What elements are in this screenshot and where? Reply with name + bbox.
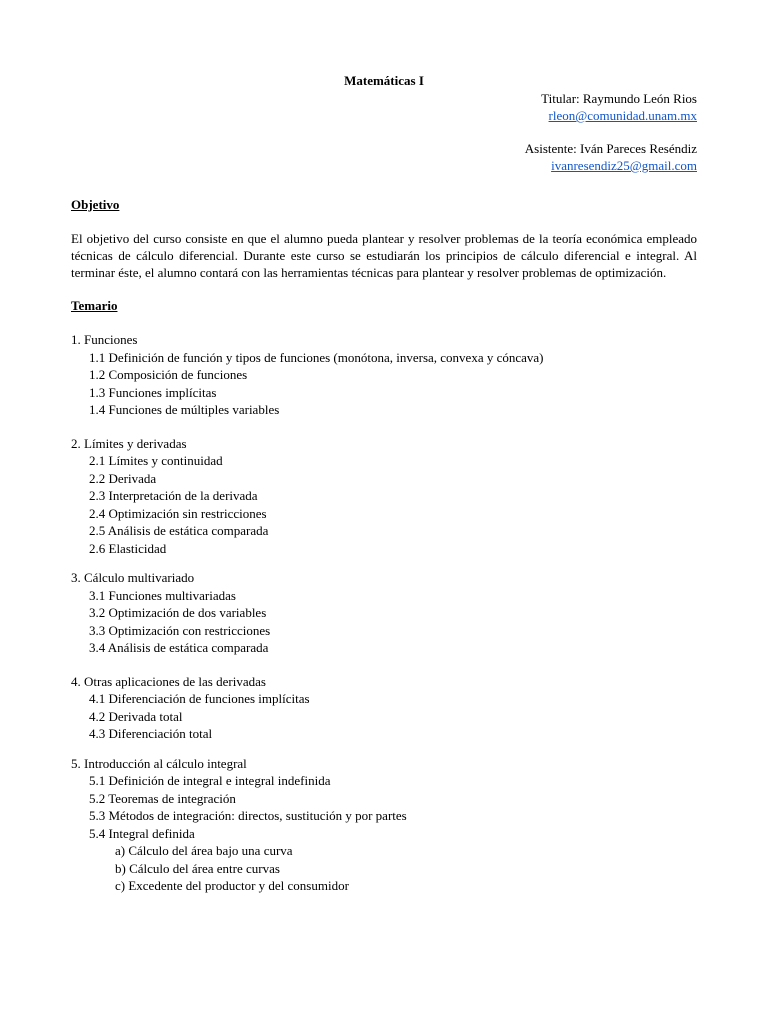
section-title: 3. Cálculo multivariado — [71, 570, 195, 585]
temario-section-4 — [71, 673, 697, 743]
list-item: 5.4 Integral definida — [89, 825, 195, 841]
list-item: 4.1 Diferenciación de funciones implícitas — [89, 691, 310, 706]
list-item: 2.5 Análisis de estática comparada — [89, 523, 269, 538]
list-item: 1.3 Funciones implícitas — [89, 384, 217, 400]
list-item: 3.3 Optimización con restricciones — [89, 622, 271, 638]
list-item: 4.2 Derivada total — [89, 708, 183, 724]
list-item: 5.3 Métodos de integración: directos, sustitución y por partes — [89, 808, 407, 823]
list-subitem: c) Excedente del productor y del consumidor — [115, 878, 349, 893]
temario-section-2 — [71, 435, 697, 558]
temario-section-1 — [71, 331, 697, 419]
list-subitem: a) Cálculo del área bajo una curva — [115, 843, 293, 858]
document-page — [71, 72, 697, 895]
document-title: Matemáticas I — [344, 73, 424, 88]
temario-section-3 — [71, 569, 697, 657]
section-title: 1. Funciones — [71, 332, 138, 347]
list-item: 1.4 Funciones de múltiples variables — [89, 402, 280, 417]
list-item: 2.4 Optimización sin restricciones — [89, 505, 267, 521]
list-item: 4.3 Diferenciación total — [89, 726, 213, 741]
list-item: 2.1 Límites y continuidad — [89, 453, 223, 468]
list-item: 3.4 Análisis de estática comparada — [89, 640, 269, 655]
asistente-name: Asistente: Iván Pareces Reséndiz — [524, 141, 697, 156]
objetivo-heading: Objetivo — [71, 197, 120, 212]
list-item: 2.2 Derivada — [89, 470, 157, 486]
objetivo-paragraph: El objetivo del curso consiste en que el alumno pueda plantear y resolver problemas de la teoría económica empleado técnicas de cálculo diferencial. Durante este curso se estudiarán los principios de cálculo diferencial e integral. Al terminar éste, el alumno contará con las herramientas técnicas para plantear y resolver problemas de optimización. — [71, 231, 697, 280]
temario-section-5 — [71, 755, 697, 895]
list-subitem: b) Cálculo del área entre curvas — [115, 860, 280, 876]
titular-email-link[interactable]: rleon@comunidad.unam.mx — [548, 108, 697, 123]
list-item: 2.3 Interpretación de la derivada — [89, 488, 258, 503]
section-title: 5. Introducción al cálculo integral — [71, 755, 247, 771]
list-item: 5.1 Definición de integral e integral indefinida — [89, 773, 331, 788]
list-item: 5.2 Teoremas de integración — [89, 790, 236, 806]
list-item: 1.1 Definición de función y tipos de funciones (monótona, inversa, convexa y cóncava) — [89, 349, 544, 365]
list-item: 3.2 Optimización de dos variables — [89, 605, 267, 620]
asistente-email-link[interactable]: ivanresendiz25@gmail.com — [551, 158, 697, 173]
titular-name: Titular: Raymundo León Rios — [541, 91, 697, 106]
list-item: 3.1 Funciones multivariadas — [89, 587, 236, 603]
titular-email-row — [71, 107, 697, 124]
list-item: 2.6 Elasticidad — [89, 540, 167, 556]
asistente-email-row — [71, 157, 697, 174]
list-item: 1.2 Composición de funciones — [89, 367, 248, 382]
section-title: 4. Otras aplicaciones de las derivadas — [71, 673, 266, 689]
section-title: 2. Límites y derivadas — [71, 435, 187, 451]
temario-heading: Temario — [71, 298, 118, 313]
